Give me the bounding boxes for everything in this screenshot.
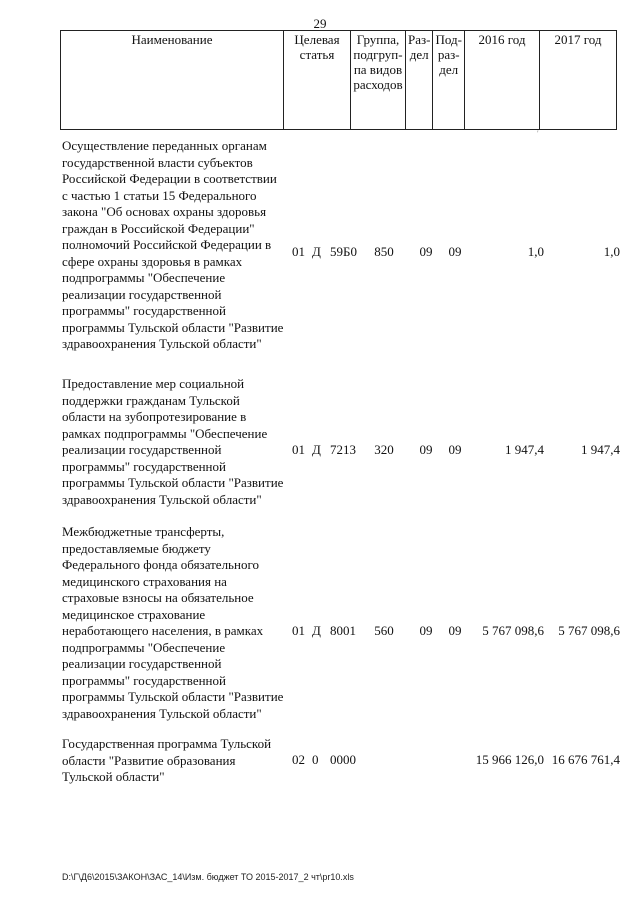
row-value-2016: 1,0 [527, 244, 544, 259]
row-value-2017: 16 676 761,4 [551, 752, 620, 767]
header-target: Целевая статья [284, 31, 351, 130]
row-program: 01 [292, 623, 305, 638]
row-value-2016: 1 947,4 [505, 442, 544, 457]
row-value-2016: 15 966 126,0 [475, 752, 544, 767]
row-code: 0000 [330, 752, 356, 767]
file-path-footer: D:\Г\Д6\2015\ЗАКОН\ЗАС_14\Изм. бюджет ТО 2015-2017_2 чт\pr10.xls [62, 872, 354, 882]
row-value-2017: 1 947,4 [581, 442, 620, 457]
row-program: 01 [292, 244, 305, 259]
row-section: 09 [419, 623, 433, 638]
row-group: 850 [374, 244, 394, 259]
row-section: 09 [419, 244, 433, 259]
row-value-2017: 1,0 [603, 244, 620, 259]
row-program: 02 [292, 752, 305, 767]
row-subprogram: 0 [312, 752, 319, 767]
row-code: 7213 [330, 442, 356, 457]
row-subprogram: Д [312, 623, 321, 638]
row-value-2016: 5 767 098,6 [482, 623, 544, 638]
header-subsection: Под-раз-дел [433, 31, 464, 130]
header-year-2017: 2017 год [539, 31, 616, 130]
row-name: Предоставление мер социальной поддержки гражданам Тульской области на зубопротезирование в рамках подпрограммы "Обеспечение реализации государственной программы" государственной программы Тульской области "Развитие здравоохранения Тульской области" [62, 376, 284, 507]
row-program: 01 [292, 442, 305, 457]
row-subsection: 09 [448, 623, 462, 638]
scan-mark: ′ [537, 129, 539, 138]
row-subprogram: Д [312, 244, 321, 259]
row-subsection: 09 [448, 244, 462, 259]
row-group: 560 [374, 623, 394, 638]
row-section: 09 [419, 442, 433, 457]
row-subsection: 09 [448, 442, 462, 457]
row-name: Государственная программа Тульской области "Развитие образования Тульской области" [62, 736, 272, 784]
header-year-2016: 2016 год [464, 31, 539, 130]
row-value-2017: 5 767 098,6 [558, 623, 620, 638]
table-header [60, 30, 617, 130]
row-name: Осуществление переданных органам государственной власти субъектов Российской Федерации в соответствии с частью 1 статьи 15 Федерального закона "Об основах охраны здоровья граждан в Российской Федерации" полномочий Российской Федерации в сфере охраны здоровья в рамках подпрограммы "Обеспечение реализации государственной программы" государственной программы Тульской области "Развитие здравоохранения Тульской области" [62, 138, 284, 351]
header-section: Раз-дел [406, 31, 433, 130]
header-group: Группа, подгруп-па видов расходов [351, 31, 406, 130]
row-code: 8001 [330, 623, 356, 638]
page-number: 29 [313, 16, 327, 31]
row-name: Межбюджетные трансферты, предоставляемые бюджету Федерального фонда обязательного медицинского страхования на страховые взносы на обязательное медицинское страхование неработающего населения, в рамках подпрограммы "Обеспечение реализации государственной программы" государственной программы Тульской области "Развитие здравоохранения Тульской области" [62, 524, 284, 721]
header-name: Наименование [61, 31, 284, 130]
row-group: 320 [374, 442, 394, 457]
row-code: 59Б0 [330, 244, 357, 259]
row-subprogram: Д [312, 442, 321, 457]
